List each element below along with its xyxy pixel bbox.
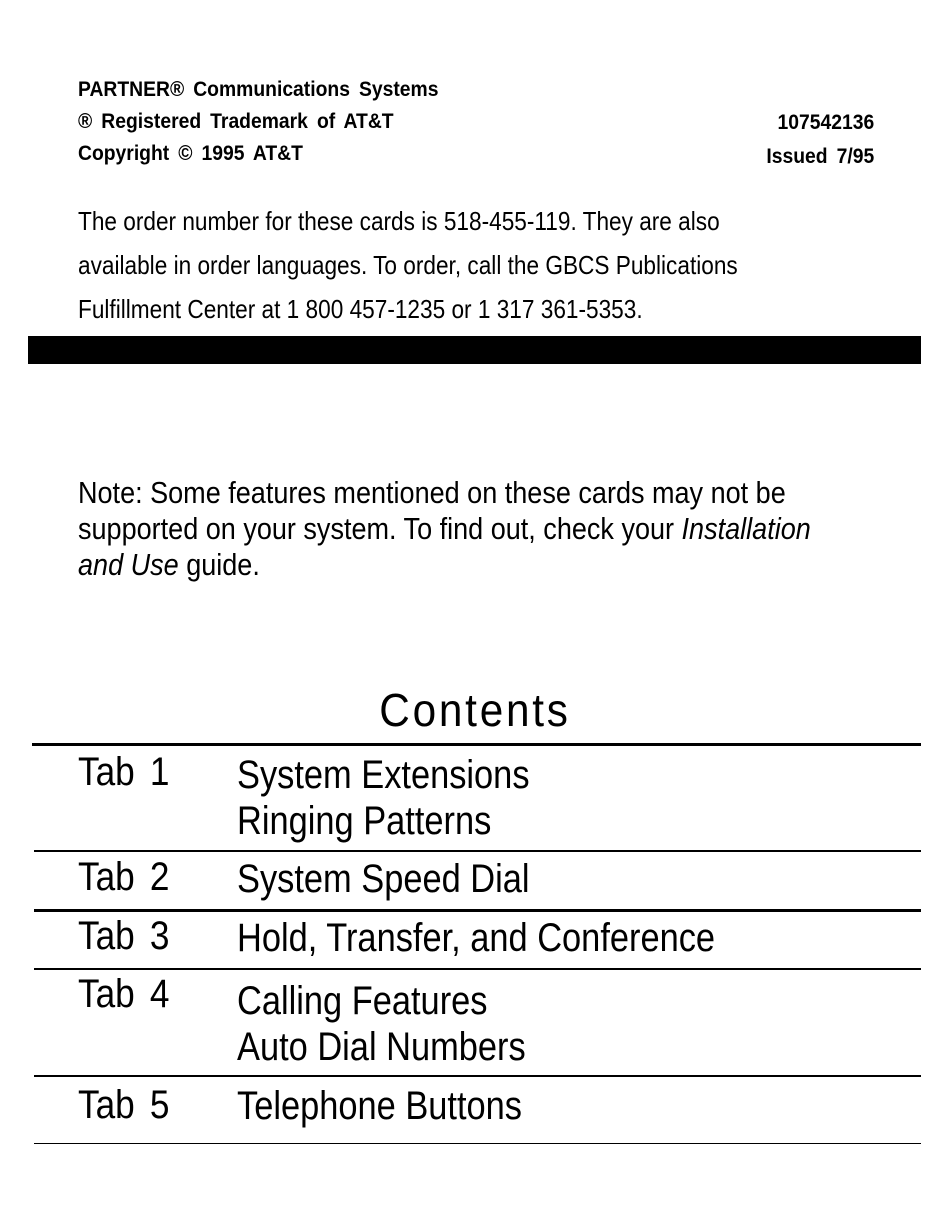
tab-1-item-1: System Extensions — [237, 753, 530, 797]
guide-title-part-1: Installation — [681, 511, 811, 546]
note-line-1: Note: Some features mentioned on these cards may not be — [78, 475, 786, 510]
tab-divider — [34, 1075, 921, 1077]
order-line-2: available in order languages. To order, call the GBCS Publications — [78, 250, 738, 280]
note-paragraph — [78, 475, 915, 583]
tab-divider — [34, 968, 921, 970]
product-name: PARTNER® Communications Systems — [78, 78, 439, 101]
tab-4-item-1: Calling Features — [237, 979, 488, 1023]
tab-divider — [34, 909, 921, 912]
divider-bar — [28, 336, 921, 364]
trademark-notice: ® Registered Trademark of AT&T — [78, 110, 394, 133]
header-left — [78, 74, 438, 170]
note-line-3-text: guide. — [178, 547, 260, 582]
tab-4-item-2: Auto Dial Numbers — [237, 1025, 526, 1069]
tab-3-label: Tab 3 — [78, 914, 170, 958]
tab-2-item-1: System Speed Dial — [237, 857, 530, 901]
tab-4-label: Tab 4 — [78, 972, 170, 1016]
tab-5-item-1: Telephone Buttons — [237, 1084, 522, 1128]
tab-5-label: Tab 5 — [78, 1083, 170, 1127]
tab-1-item-2: Ringing Patterns — [237, 799, 492, 843]
tab-2-label: Tab 2 — [78, 855, 170, 899]
guide-title-part-2: and Use — [78, 547, 179, 582]
order-line-1: The order number for these cards is 518-455-119. They are also — [78, 206, 720, 236]
contents-title: Contents — [379, 684, 571, 736]
contents-top-rule — [32, 743, 921, 746]
copyright-notice: Copyright © 1995 AT&T — [78, 142, 303, 165]
header-right — [766, 106, 874, 174]
contents-bottom-rule — [34, 1143, 921, 1144]
tab-3-item-1: Hold, Transfer, and Conference — [237, 916, 716, 960]
order-line-3: Fulfillment Center at 1 800 457-1235 or 1 317 361-5353. — [78, 294, 643, 324]
note-line-2-text: supported on your system. To find out, check your — [78, 511, 682, 546]
note-line-3 — [78, 547, 915, 583]
order-info — [78, 199, 887, 331]
document-number: 107542136 — [777, 111, 874, 134]
note-line-2 — [78, 511, 915, 547]
issue-date: Issued 7/95 — [766, 145, 874, 168]
tab-divider — [34, 850, 921, 852]
tab-1-label: Tab 1 — [78, 750, 170, 794]
